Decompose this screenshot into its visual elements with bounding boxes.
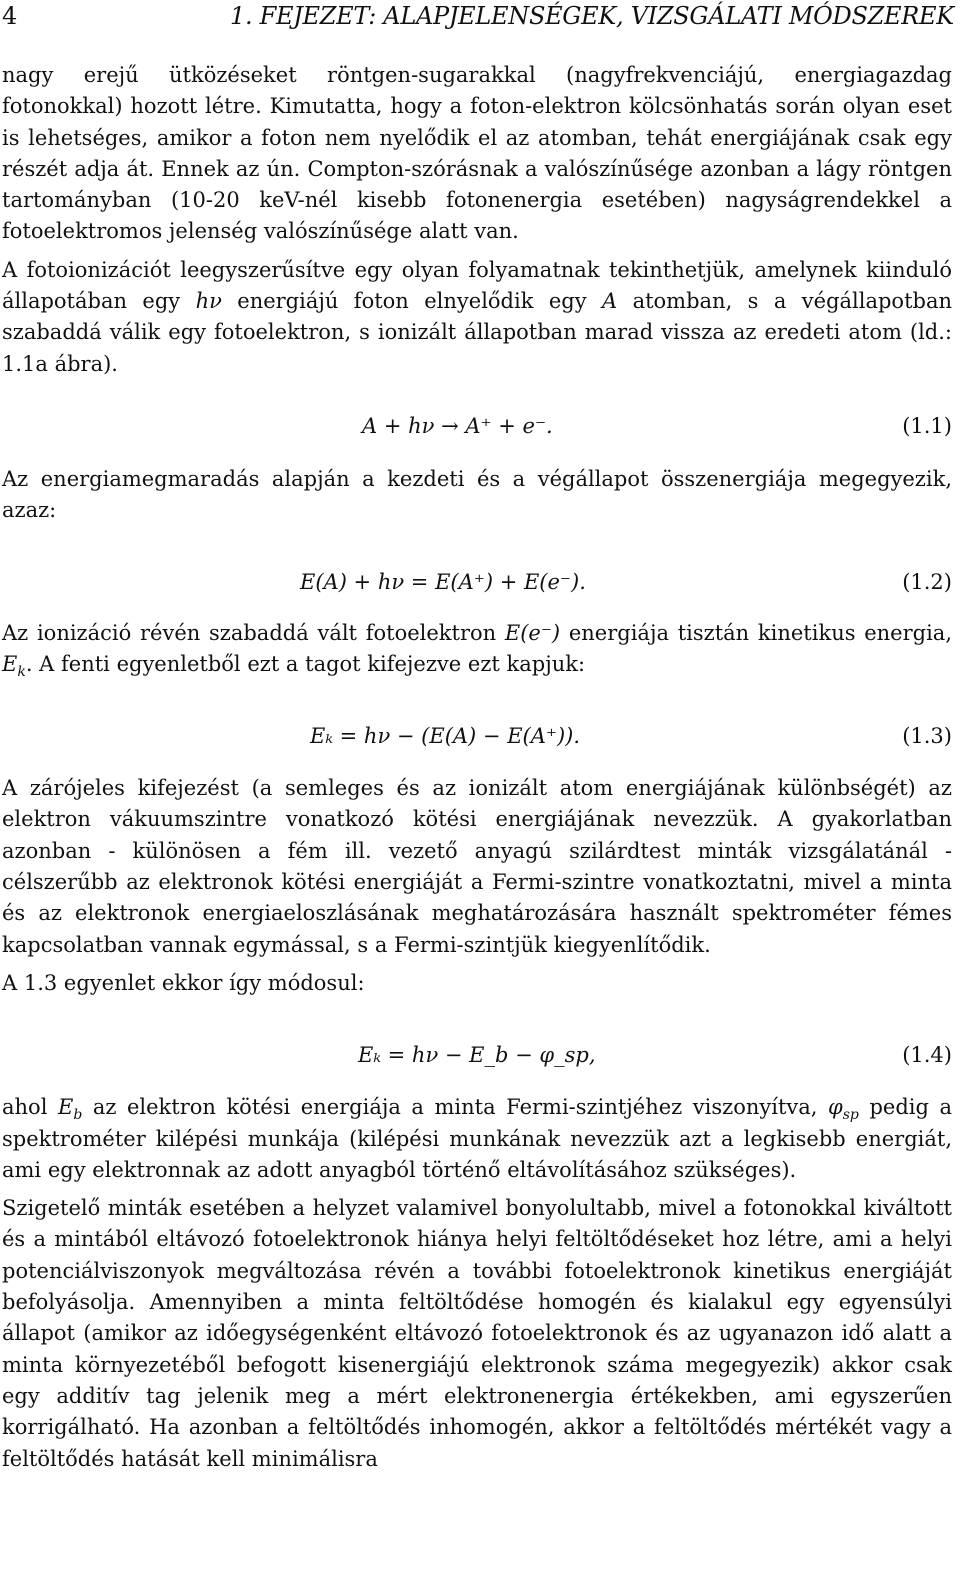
equation-formula: E(A) + hν = E(A⁺) + E(e⁻). (300, 569, 586, 594)
text-run: energiájú foton elnyelődik egy (221, 289, 602, 314)
text-run: atomban, s a végállapotban szabaddá válik egy fotoelektron, s ionizált állapotban marad vissza az eredeti atom (ld.: 1.1a ábra). (2, 289, 952, 376)
equation-number: (1.2) (902, 569, 952, 594)
equation-number: (1.3) (902, 724, 952, 749)
math-subscript: k (17, 664, 26, 681)
text-run: ahol (2, 1095, 58, 1120)
math-hnu: hν (195, 289, 222, 314)
math-subscript: b (73, 1107, 83, 1124)
text-run: Az ionizáció révén szabaddá vált fotoelektron (2, 620, 505, 645)
equation-number: (1.4) (902, 1043, 952, 1068)
math-phi-sp (828, 1095, 859, 1124)
math-subscript: sp (842, 1107, 859, 1124)
page-body (2, 60, 952, 1475)
text-run: A fotoionizációt leegyszerűsítve egy olyan folyamatnak tekinthetjük, amelynek kiinduló állapotában egy (2, 257, 952, 314)
paragraph-eq-modification: A 1.3 egyenlet ekkor így módosul: (2, 970, 365, 995)
math-ek (2, 651, 26, 681)
equation-formula: Eₖ = hν − E_b − φ_sp, (358, 1043, 596, 1068)
paragraph-insulators: Szigetelő minták esetében a helyzet valamivel bonyolultabb, mivel a fotonokkal kiváltott és a mintából eltávozó fotoelektronok hiánya helyi feltöltődéseket hoz létre, ami a helyi potenciálviszonyok megváltozása révén a további fotoelektronok kinetikus energiáját befolyásolja. Amennyiben a minta feltöltődése homogén és kialakul egy egyensúlyi állapot (amikor az időegységenként eltávozó fotoelektronok és az ugyanazon idő alatt a minta környezetéből befogott kisenergiájú elektronok száma megegyezik) akkor csak egy additív tag jelenik meg a mért elektronenergia értékekben, ami egyszerűen korrigálható. Ha azonban a feltöltődés inhomogén, akkor a feltöltődés mértékét vagy a feltöltődés hatását kell minimálisra (2, 1196, 952, 1471)
paragraph-kinetic-energy (2, 618, 952, 681)
paragraph-photoionization (2, 255, 952, 380)
paragraph-compton: nagy erejű ütközéseket röntgen-sugarakkal (nagyfrekvenciájú, energiagazdag fotonokkal) hozott létre. Kimutatta, hogy a foton-elektron kölcsönhatás során olyan eset is lehetséges, amikor a foton nem nyelődik el az atomban, tehát energiájának csak egy részét adja át. Ennek az ún. Compton-szórásnak a valószínűsége azonban a lágy röntgen tartományban (10-20 keV-nél kisebb fotonenergia esetében) nagyságrendekkel a fotoelektromos jelenség valószínűsége alatt van. (2, 63, 952, 244)
text-run: . A fenti egyenletből ezt a tagot kifejezve ezt kapjuk: (25, 651, 586, 676)
equation-1-4 (2, 1043, 952, 1074)
equation-formula: Eₖ = hν − (E(A) − E(A⁺)). (310, 724, 581, 749)
math-e-electron: E(e⁻) (504, 620, 561, 645)
text-run: energiája tisztán kinetikus energia, (560, 620, 952, 645)
equation-1-3 (2, 724, 952, 755)
equation-1-2 (2, 570, 952, 601)
page-header (0, 0, 960, 40)
equation-number: (1.1) (902, 413, 952, 438)
page-number: 4 (2, 2, 18, 30)
paragraph-binding-energy: A zárójeles kifejezést (a semleges és az ionizált atom energiájának különbségét) az elektron vákuumszintre vonatkozó kötési energiájának nevezzük. A gyakorlatban azonban - különösen a fém ill. vezető anyagú szilárdtest minták vizsgálatánál - célszerűbb az elektronok kötési energiáját a Fermi-szintre vonatkoztatni, mivel a minta és az elektronok energiaeloszlásának meghatározására használt spektrométer fémes kapcsolatban vannak egymással, s a Fermi-szintjük kiegyenlítődik. (2, 776, 952, 957)
equation-formula: A + hν → A⁺ + e⁻. (362, 413, 553, 438)
equation-1-1 (2, 414, 952, 445)
math-symbol: φ (828, 1095, 843, 1120)
text-run: pedig a spektrométer kilépési munkája (kilépési munkának nevezzük azt a legkisebb energiát, ami egy elektronnak az adott anyagból történő eltávolításához szükséges). (2, 1095, 953, 1182)
math-atom-a: A (602, 289, 618, 314)
math-symbol: E (2, 651, 18, 676)
paragraph-fermi-level (2, 1092, 952, 1186)
paragraph-energy-conservation: Az energiamegmaradás alapján a kezdeti és a végállapot összenergiája megegyezik, azaz: (2, 466, 952, 523)
math-eb (57, 1095, 83, 1124)
chapter-title: 1. FEJEZET: ALAPJELENSÉGEK, VIZSGÁLATI MÓDSZEREK (230, 2, 954, 30)
math-symbol: E (57, 1095, 74, 1120)
text-run: az elektron kötési energiája a minta Fermi-szintjéhez viszonyítva, (82, 1095, 829, 1120)
